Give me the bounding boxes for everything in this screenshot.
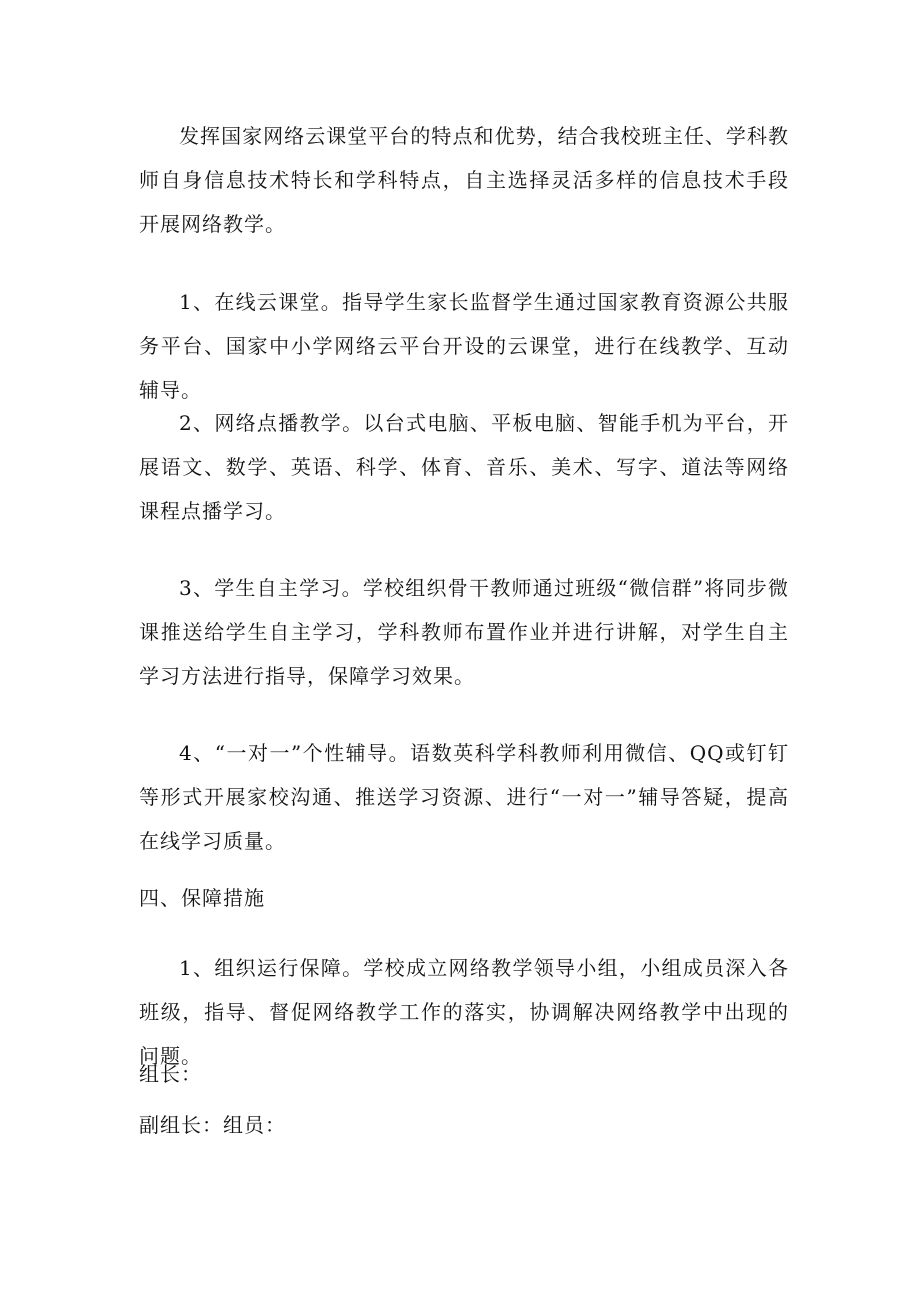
paragraph-intro: 发挥国家网络云课堂平台的特点和优势，结合我校班主任、学科教师自身信息技术特长和学科特点，自主选择灵活多样的信息技术手段开展网络教学。 (139, 124, 789, 236)
deputy-members-line: 副组长：组员： (139, 1113, 286, 1137)
paragraph-on-demand-teaching: 2、网络点播教学。以台式电脑、平板电脑、智能手机为平台，开展语文、数学、英语、科学、体育、音乐、美术、写字、道法等网络课程点播学习。 (139, 411, 789, 523)
paragraph-one-on-one: 4、“一对一”个性辅导。语数英科学科教师利用微信、QQ或钉钉等形式开展家校沟通、推送学习资源、进行“一对一”辅导答疑，提高在线学习质量。 (139, 741, 789, 853)
section-heading: 四、保障措施 (139, 886, 265, 910)
leader-line: 组长： (139, 1062, 202, 1086)
paragraph-self-study: 3、学生自主学习。学校组织骨干教师通过班级“微信群”将同步微课推送给学生自主学习，学科教师布置作业并进行讲解，对学生自主学习方法进行指导，保障学习效果。 (139, 576, 789, 688)
paragraph-organization: 1、组织运行保障。学校成立网络教学领导小组，小组成员深入各班级，指导、督促网络教学工作的落实，协调解决网络教学中出现的问题。 (139, 956, 789, 1068)
paragraph-online-classroom: 1、在线云课堂。指导学生家长监督学生通过国家教育资源公共服务平台、国家中小学网络云平台开设的云课堂，进行在线教学、互动辅导。 (139, 290, 789, 402)
